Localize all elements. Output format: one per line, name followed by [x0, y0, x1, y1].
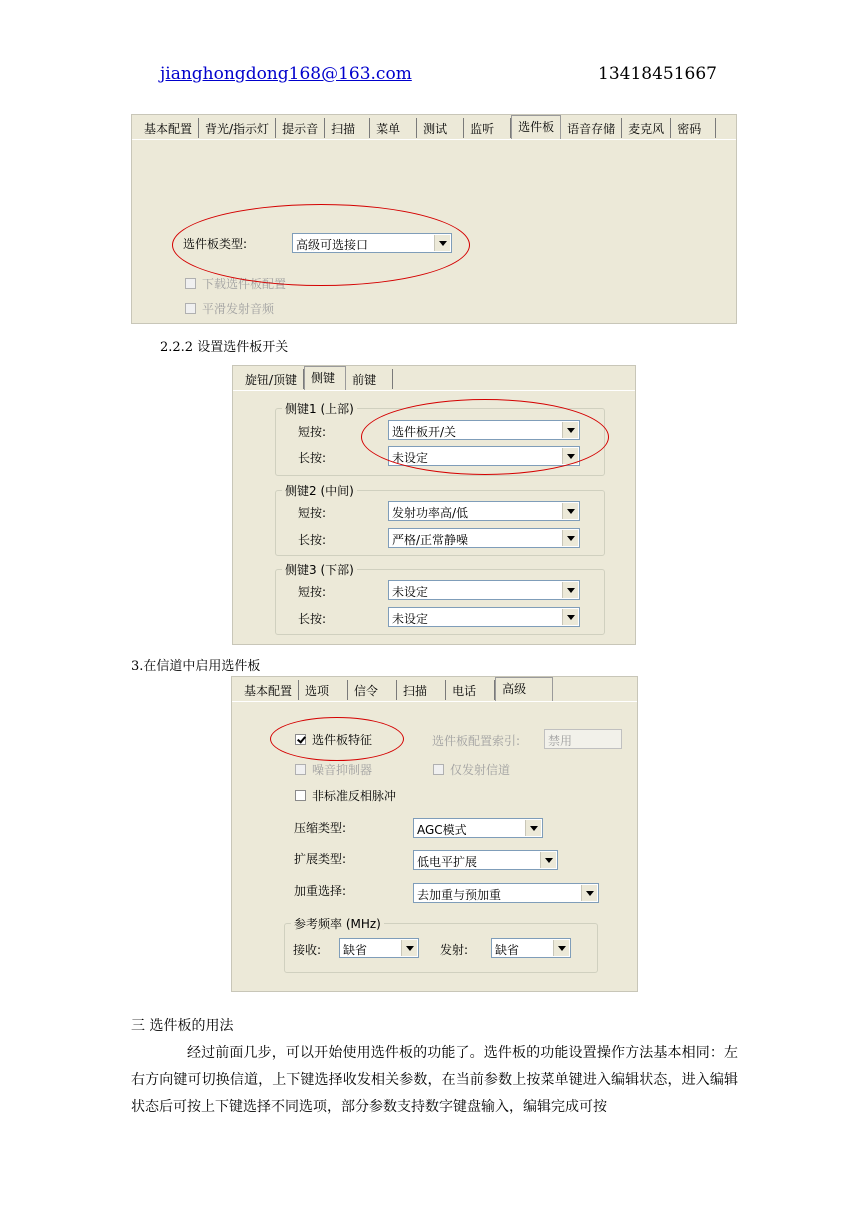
chevron-down-icon — [562, 582, 578, 598]
tab-scan[interactable]: 扫描 — [397, 680, 446, 700]
chevron-down-icon — [525, 820, 541, 836]
compression-type-label: 压缩类型: — [294, 821, 347, 835]
compression-type-select[interactable] — [413, 818, 543, 838]
annotation-circle — [172, 204, 470, 286]
tab-advanced[interactable]: 高级 — [495, 677, 553, 701]
option-board-feature-label: 选件板特征 — [312, 733, 373, 747]
expansion-type-value: 低电平扩展 — [417, 855, 478, 869]
side-key-3-long-value: 未设定 — [392, 612, 429, 626]
noise-suppressor-label: 噪音抑制器 — [312, 763, 373, 777]
tab-phone[interactable]: 电话 — [446, 680, 495, 700]
side-key-2-short-value: 发射功率高/低 — [392, 506, 469, 520]
side-key-1-title: 侧键1 (上部) — [282, 400, 357, 417]
long-press-label: 长按: — [298, 612, 327, 626]
tab-bar — [233, 366, 635, 391]
side-key-3-long-select[interactable] — [388, 607, 580, 627]
side-key-settings-dialog — [232, 365, 636, 645]
annotation-circle — [270, 717, 404, 761]
tx-label: 发射: — [440, 943, 469, 957]
tab-alert-tone[interactable]: 提示音 — [276, 118, 325, 138]
config-index-label: 选件板配置索引: — [432, 734, 521, 748]
side-key-3-group — [275, 563, 605, 635]
caption-side-key: 2.2.2 设置选件板开关 — [160, 340, 289, 355]
tab-basic-config[interactable]: 基本配置 — [238, 680, 299, 700]
section-title: 三 选件板的用法 — [131, 1018, 234, 1034]
side-key-2-title: 侧键2 (中间) — [282, 482, 357, 499]
side-key-2-short-select[interactable] — [388, 501, 580, 521]
short-press-label: 短按: — [298, 506, 327, 520]
chevron-down-icon — [562, 503, 578, 519]
tx-select[interactable] — [491, 938, 571, 958]
download-config-label: 下载选件板配置 — [202, 277, 287, 291]
annotation-circle — [361, 399, 609, 475]
side-key-3-short-value: 未设定 — [392, 585, 429, 599]
tab-options[interactable]: 选项 — [299, 680, 348, 700]
reference-frequency-title: 参考频率 (MHz) — [291, 915, 384, 932]
caption-enable-in-channel: 3.在信道中启用选件板 — [131, 659, 261, 674]
rx-label: 接收: — [293, 943, 322, 957]
tx-value: 缺省 — [495, 943, 520, 957]
body-paragraph: 经过前面几步，可以开始使用选件板的功能了。选件板的功能设置操作方法基本相同：左右方向键可切换信道，上下键选择收发相关参数，在当前参数上按菜单键进入编辑状态，进入编辑状态后可按上下键选择不同选项，部分参数支持数字键盘输入，编辑完成可按 — [131, 1045, 738, 1115]
emphasis-select[interactable] — [413, 883, 599, 903]
emphasis-value: 去加重与预加重 — [417, 888, 502, 902]
nonstandard-pulse-label: 非标准反相脉冲 — [312, 789, 397, 803]
tab-voice-storage[interactable]: 语音存储 — [561, 118, 622, 138]
channel-advanced-dialog — [231, 676, 638, 992]
chevron-down-icon — [540, 852, 556, 868]
emphasis-select-label: 加重选择: — [294, 884, 347, 898]
tab-scan[interactable]: 扫描 — [325, 118, 370, 138]
option-board-type-value: 高级可选接口 — [296, 238, 369, 252]
smooth-tx-audio-checkbox[interactable] — [185, 303, 196, 314]
download-config-checkbox[interactable] — [185, 278, 196, 289]
tx-only-label: 仅发射信道 — [450, 763, 511, 777]
tab-basic-config[interactable]: 基本配置 — [138, 118, 199, 138]
rx-value: 缺省 — [343, 943, 368, 957]
side-key-2-group — [275, 484, 605, 556]
email-link[interactable]: jianghongdong168@163.com — [160, 64, 412, 84]
chevron-down-icon — [562, 609, 578, 625]
side-key-2-long-select[interactable] — [388, 528, 580, 548]
tab-side-key[interactable]: 侧键 — [304, 366, 346, 390]
tab-front-key[interactable]: 前键 — [346, 369, 393, 389]
noise-suppressor-checkbox[interactable] — [295, 764, 306, 775]
chevron-down-icon — [553, 940, 569, 956]
tx-only-checkbox[interactable] — [433, 764, 444, 775]
compression-type-value: AGC模式 — [417, 823, 467, 837]
tab-signaling[interactable]: 信令 — [348, 680, 397, 700]
rx-select[interactable] — [339, 938, 419, 958]
tab-test[interactable]: 测试 — [417, 118, 464, 138]
reference-frequency-group — [284, 917, 598, 973]
chevron-down-icon — [401, 940, 417, 956]
config-index-value: 禁用 — [548, 734, 573, 748]
tab-monitor[interactable]: 监听 — [464, 118, 511, 138]
tab-password[interactable]: 密码 — [671, 118, 716, 138]
expansion-type-label: 扩展类型: — [294, 852, 347, 866]
side-key-1-long-value: 未设定 — [392, 451, 429, 465]
tab-menu[interactable]: 菜单 — [370, 118, 417, 138]
chevron-down-icon — [581, 885, 597, 901]
smooth-tx-audio-label: 平滑发射音频 — [202, 302, 275, 316]
chevron-down-icon — [562, 530, 578, 546]
phone-number: 13418451667 — [598, 64, 717, 84]
tab-bar — [132, 115, 736, 140]
tab-bar — [232, 677, 637, 702]
config-index-spinner[interactable] — [544, 729, 622, 749]
long-press-label: 长按: — [298, 533, 327, 547]
nonstandard-pulse-checkbox[interactable] — [295, 790, 306, 801]
short-press-label: 短按: — [298, 585, 327, 599]
side-key-3-short-select[interactable] — [388, 580, 580, 600]
option-board-settings-dialog — [131, 114, 737, 324]
expansion-type-select[interactable] — [413, 850, 558, 870]
tab-backlight[interactable]: 背光/指示灯 — [199, 118, 276, 138]
option-board-type-label: 选件板类型: — [183, 237, 248, 251]
tab-microphone[interactable]: 麦克风 — [622, 118, 671, 138]
tab-option-board[interactable]: 选件板 — [511, 115, 561, 139]
side-key-2-long-value: 严格/正常静噪 — [392, 533, 469, 547]
side-key-1-short-value: 选件板开/关 — [392, 425, 457, 439]
side-key-3-title: 侧键3 (下部) — [282, 561, 357, 578]
long-press-label: 长按: — [298, 451, 327, 465]
tab-knob-top-key[interactable]: 旋钮/顶键 — [239, 369, 304, 389]
short-press-label: 短按: — [298, 425, 327, 439]
